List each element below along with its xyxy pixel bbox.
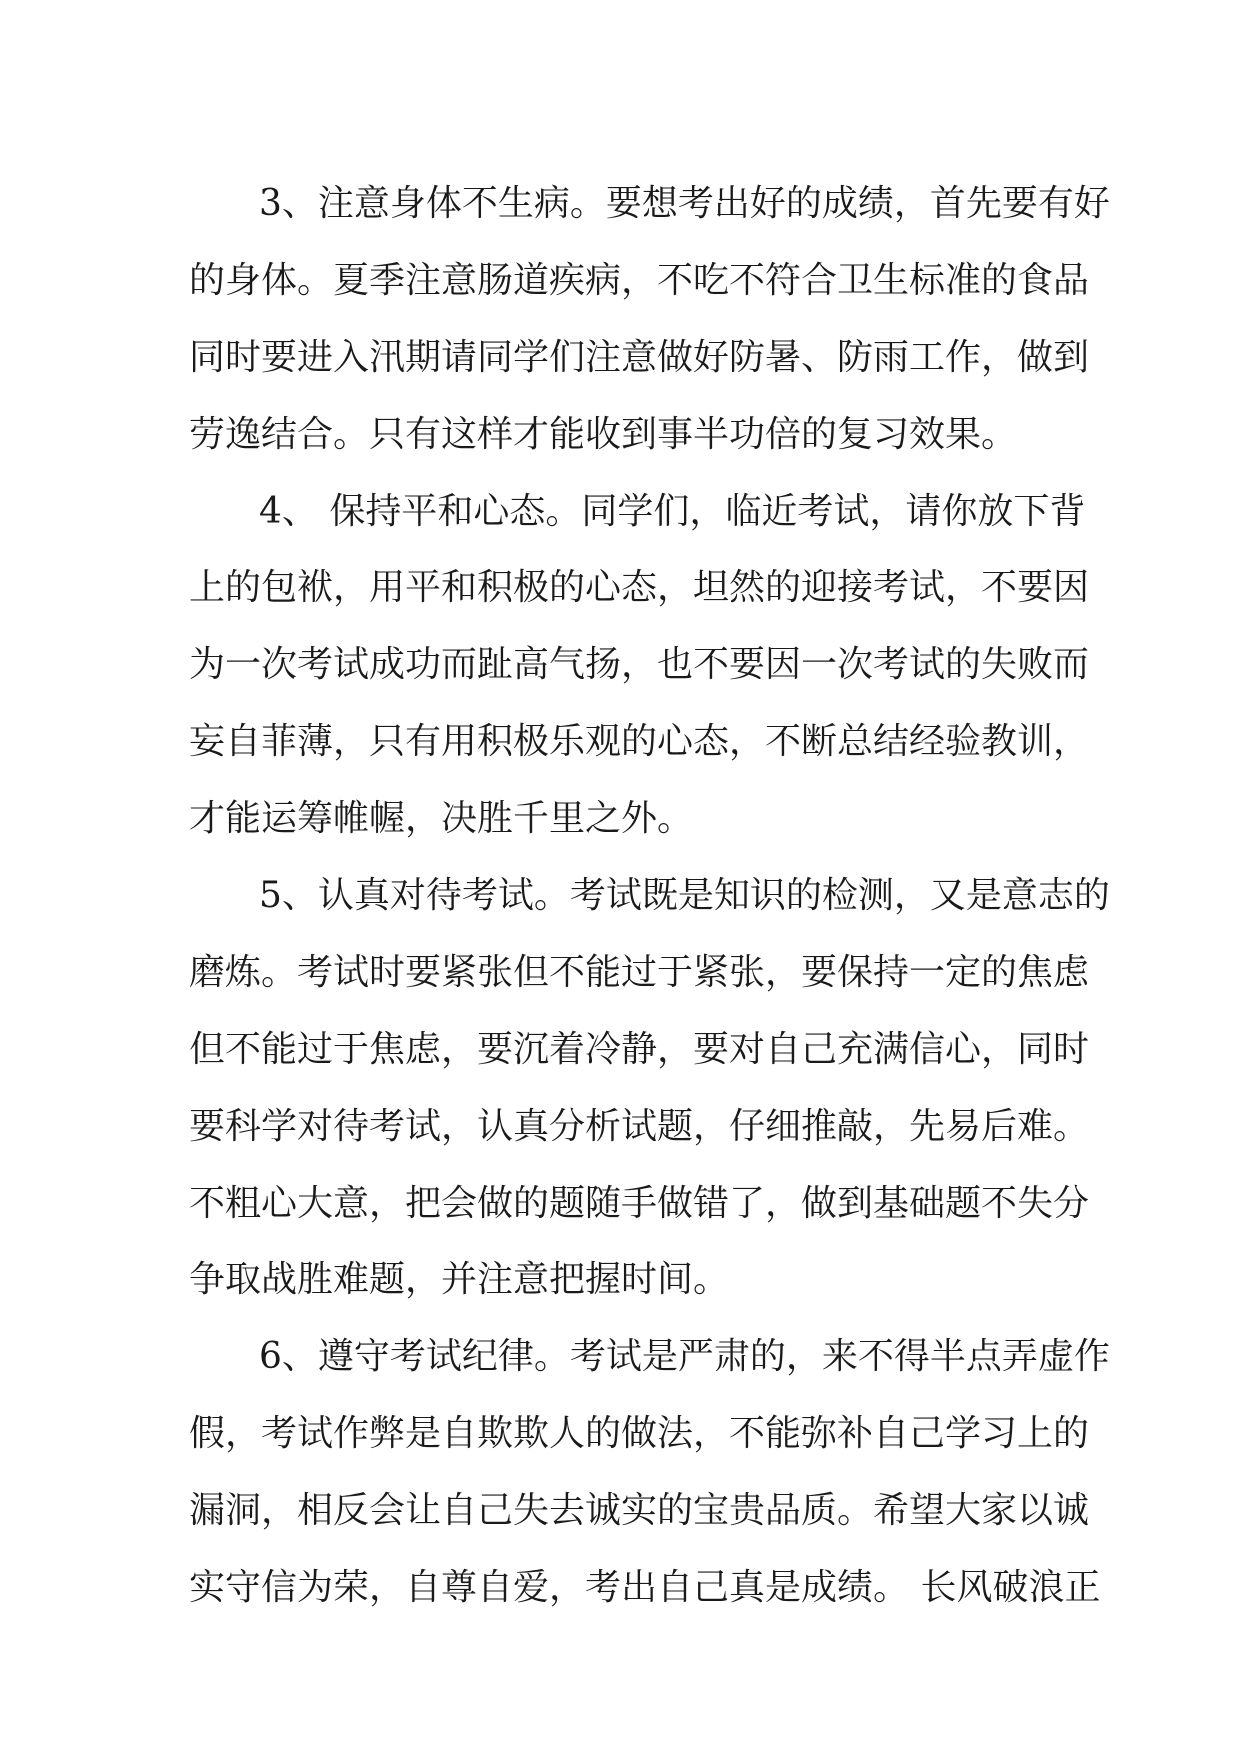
text-line: 3、注意身体不生病。要想考出好的成绩，首先要有好 xyxy=(259,183,1110,224)
paragraph-point-5 xyxy=(189,858,1110,1319)
text-line: 5、认真对待考试。考试既是知识的检测，又是意志的 xyxy=(259,875,1110,917)
text-line: 同时要进入汛期请同学们注意做好防暑、防雨工作，做到 xyxy=(189,336,1090,378)
document-body xyxy=(189,166,1110,1627)
text-line: 妄自菲薄，只有用积极乐观的心态，不断总结经验教训， xyxy=(189,721,1090,763)
text-line: 争取战胜难题，并注意把握时间。 xyxy=(189,1259,730,1301)
text-line: 要科学对待考试，认真分析试题，仔细推敲，先易后难。 xyxy=(189,1105,1090,1147)
text-line: 漏洞，相反会让自己失去诚实的宝贵品质。希望大家以诚 xyxy=(189,1490,1090,1532)
text-line: 假，考试作弊是自欺欺人的做法，不能弥补自己学习上的 xyxy=(189,1413,1090,1455)
paragraph-point-6 xyxy=(189,1319,1110,1627)
text-line: 磨炼。考试时要紧张但不能过于紧张，要保持一定的焦虑 xyxy=(189,951,1090,993)
text-line: 4、 保持平和心态。同学们，临近考试，请你放下背 xyxy=(259,490,1086,532)
text-line: 但不能过于焦虑，要沉着冷静，要对自己充满信心，同时 xyxy=(189,1028,1090,1070)
text-line: 为一次考试成功而趾高气扬，也不要因一次考试的失败而 xyxy=(189,644,1090,686)
paragraph-point-4 xyxy=(189,474,1090,858)
text-line: 实守信为荣，自尊自爱，考出自己真是成绩。 长风破浪正 xyxy=(189,1567,1101,1609)
text-line: 不粗心大意，把会做的题随手做错了，做到基础题不失分 xyxy=(189,1182,1090,1224)
text-line: 上的包袱，用平和积极的心态，坦然的迎接考试，不要因 xyxy=(189,567,1090,609)
text-line: 劳逸结合。只有这样才能收到事半功倍的复习效果。 xyxy=(189,413,1018,455)
text-line: 的身体。夏季注意肠道疾病，不吃不符合卫生标准的食品 xyxy=(189,259,1090,301)
text-line: 6、遵守考试纪律。考试是严肃的，来不得半点弄虚作 xyxy=(259,1336,1110,1378)
text-line: 才能运筹帷幄，决胜千里之外。 xyxy=(189,798,694,840)
paragraph-point-3 xyxy=(189,166,1110,474)
